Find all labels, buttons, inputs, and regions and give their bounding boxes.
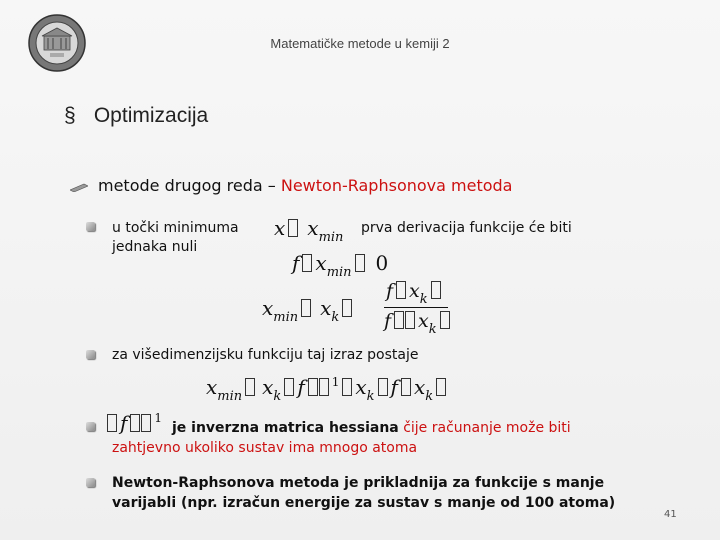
equation-newton-1d: $x_{min}$ $x_k$ xyxy=(262,296,355,325)
square-bullet-icon xyxy=(86,350,95,359)
bullet-2-text: za višedimenzijsku funkciju taj izraz postaje xyxy=(112,347,419,363)
bullet-1-line1-left: u točki minimuma xyxy=(112,220,239,236)
square-bullet-icon xyxy=(86,478,95,487)
page-number: 41 xyxy=(664,509,677,520)
arrow-bullet-icon xyxy=(70,182,88,192)
square-bullet-icon xyxy=(86,422,95,431)
bullet-4-line2: varijabli (npr. izračun energije za sustav s manje od 100 atoma) xyxy=(112,495,616,511)
subheading-prefix: metode drugog reda – xyxy=(98,176,276,195)
section-marker: § xyxy=(64,104,76,127)
bullet-3-line2: zahtjevno ukoliko sustav ima mnogo atoma xyxy=(112,440,418,456)
section-title-text: Optimizacija xyxy=(93,104,209,127)
subheading-highlight: Newton-Raphsonova metoda xyxy=(280,176,513,195)
equation-newton-nd: $x_{min}$ $x_k$ f $^1$ $x_k$ f $x_k$ xyxy=(206,375,449,404)
bullet-4-line1: Newton-Raphsonova metoda je prikladnija za funkcije s manje xyxy=(112,475,605,491)
inverse-hessian-symbol: f $^1$ xyxy=(104,411,162,435)
bullet-1-line2: jednaka nuli xyxy=(112,239,198,255)
equation-x-xmin: x $x_{min}$ xyxy=(274,216,344,245)
section-title xyxy=(64,104,208,128)
slide-header: Matematičke metode u kemiji 2 xyxy=(270,36,450,51)
bullet-3-line1: je inverzna matrica hessiana čije računanje može biti xyxy=(172,420,571,436)
equation-derivative-zero: f $x_{min}$ 0 xyxy=(292,251,389,280)
fraction-derivatives: f $x_k$ f $x_k$ xyxy=(384,280,448,336)
square-bullet-icon xyxy=(86,222,95,231)
bullet-1-line1-right: prva derivacija funkcije će biti xyxy=(361,220,572,236)
